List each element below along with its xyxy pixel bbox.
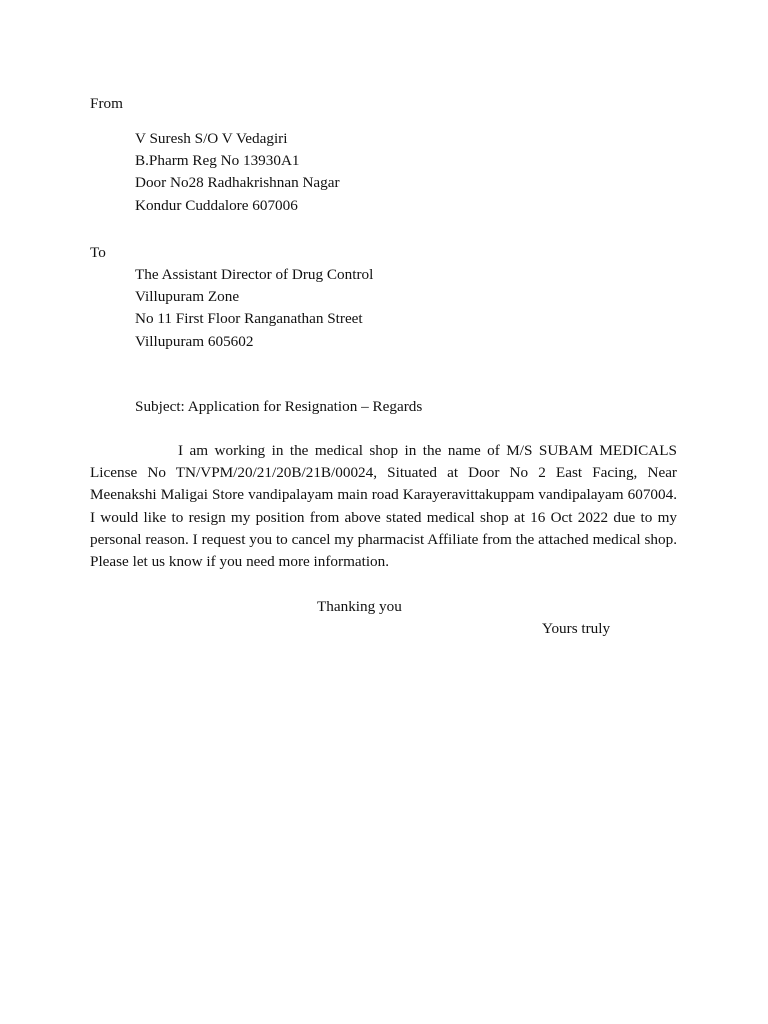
- sender-address-line: Kondur Cuddalore 607006: [135, 196, 298, 214]
- recipient-address: [135, 264, 373, 353]
- recipient-address-line: Villupuram Zone: [135, 288, 240, 306]
- subject-label: Subject:: [135, 398, 185, 415]
- sender-address-line: B.Pharm Reg No 13930A1: [135, 152, 300, 170]
- recipient-address-line: The Assistant Director of Drug Control: [135, 266, 374, 283]
- sender-address-line: V Suresh S/O V Vedagiri: [135, 130, 288, 147]
- sender-address-line: Door No28 Radhakrishnan Nagar: [135, 174, 340, 192]
- yours-truly-text: Yours truly: [542, 620, 611, 637]
- thanking-you-text: Thanking you: [317, 598, 402, 615]
- to-label: To: [90, 244, 106, 261]
- subject-text: Application for Resignation – Regards: [187, 398, 423, 415]
- from-label: From: [90, 95, 123, 112]
- letter-body-paragraph: I am working in the medical shop in the name of M/S SUBAM MEDICALS License No TN/VPM/20/21/20B/21B/00024, Situated at Door No 2 East Facing, Near Meenakshi Maligai Store vandipalayam main road Karayeravittakuppam vandipalayam 607004. I would like to resign my position from above stated medical shop at 16 Oct 2022 due to my personal reason. I request you to cancel my pharmacist Affiliate from the attached medical shop. Please let us know if you need more information.: [90, 442, 677, 571]
- sender-address: [135, 128, 340, 217]
- recipient-address-line: Villupuram 605602: [135, 332, 254, 350]
- subject-line: [135, 396, 422, 418]
- recipient-address-line: No 11 First Floor Ranganathan Street: [135, 310, 363, 328]
